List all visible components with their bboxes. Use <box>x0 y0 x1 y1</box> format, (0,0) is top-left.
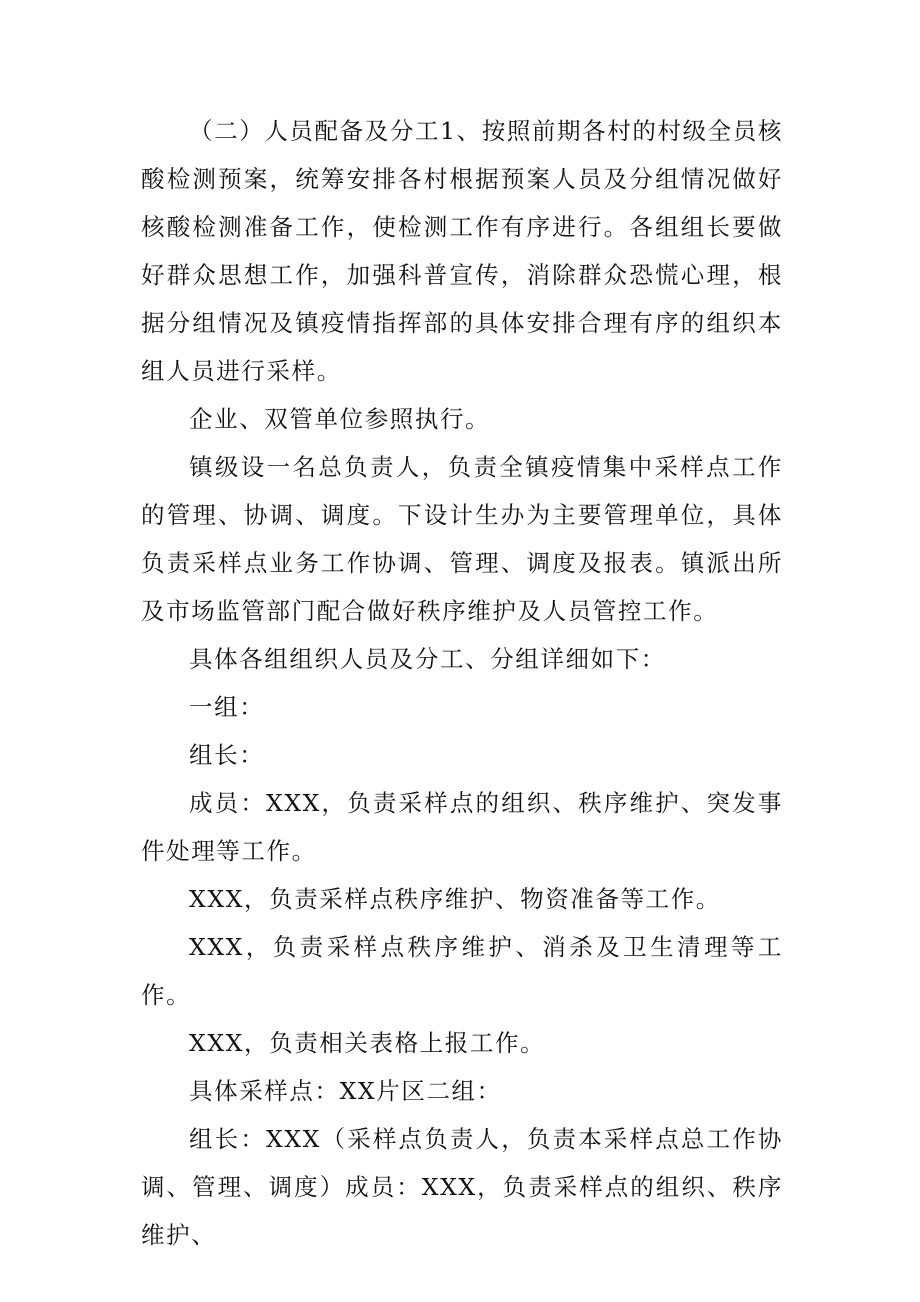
paragraph-group-details-intro: 具体各组组织人员及分工、分组详细如下： <box>189 645 666 673</box>
paragraph-group-two-leader: 组长：XXX（采样点负责人，负责本采样点总工作协调、管理、调度）成员：XXX，负责采样点的组织、秩序维护、 <box>141 1125 783 1249</box>
paragraph-enterprises: 企业、双管单位参照执行。 <box>189 405 491 433</box>
paragraph-sampling-site: 具体采样点：XX片区二组： <box>189 1077 502 1105</box>
paragraph-town-lead: 镇级设一名总负责人，负责全镇疫情集中采样点工作的管理、协调、调度。下设计生办为主要管理单位，具体负责采样点业务工作协调、管理、调度及报表。镇派出所及市场监管部门配合做好秩序维护及人员管控工作。 <box>141 453 783 625</box>
paragraph-member-supplies: XXX，负责采样点秩序维护、物资准备等工作。 <box>189 885 721 913</box>
document-body <box>141 107 783 1259</box>
paragraph-members: 成员：XXX，负责采样点的组织、秩序维护、突发事件处理等工作。 <box>141 789 783 865</box>
paragraph-personnel-assignment: （二）人员配备及分工1、按照前期各村的村级全员核酸检测预案，统筹安排各村根据预案人员及分组情况做好核酸检测准备工作，使检测工作有序进行。各组组长要做好群众思想工作，加强科普宣传，消除群众恐慌心理，根据分组情况及镇疫情指挥部的具体安排合理有序的组织本组人员进行采样。 <box>141 117 783 385</box>
paragraph-member-reporting: XXX，负责相关表格上报工作。 <box>189 1029 546 1057</box>
paragraph-member-disinfection: XXX，负责采样点秩序维护、消杀及卫生清理等工作。 <box>141 933 783 1009</box>
paragraph-group-leader: 组长： <box>189 741 265 769</box>
paragraph-group-one: 一组： <box>189 693 265 721</box>
